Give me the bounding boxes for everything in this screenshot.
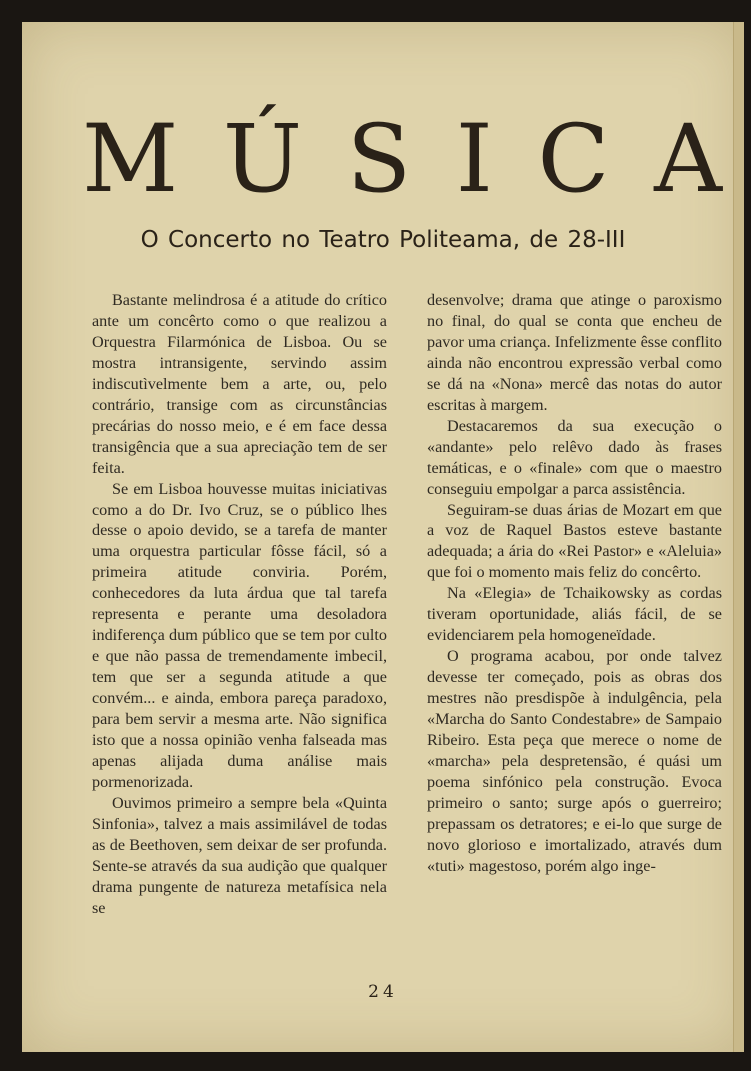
page-edge (733, 22, 744, 1052)
title-letter: M (82, 105, 179, 214)
paragraph: Seguiram-se duas árias de Mozart em que a voz de Raquel Bastos esteve bastante adequada; a ária do «Rei Pastor» e «Aleluia» que foi o momento mais feliz do concêrto. (427, 500, 722, 582)
paragraph: desenvolve; drama que atinge o paroxismo no final, do qual se conta que encheu de pavor uma criança. Infelizmente êsse conflito ainda não encontrou expressão verbal como se dá na «Nona» mercê das notas do autor escritas à margem. (427, 291, 722, 414)
title-letter: I (455, 105, 493, 214)
paragraph: Se em Lisboa houvesse muitas iniciativas como a do Dr. Ivo Cruz, se o público lhes desse o apoio devido, se a tarefa de manter uma orquestra particular fôsse fácil, só a primeira atitude conviria. Porém, conhecedores da luta árdua que tal tarefa representa e perante uma desoladora indiferença dum público que se tem por culto e que não passa de tremendamente imbecil, tem que ser a segunda atitude a que convém... e ainda, embora pareça paradoxo, para bem servir a mesma arte. Não significa isto que a nossa opinião venha falseada mas apenas alijada duma análise mais pormenorizada. (92, 479, 387, 791)
title-letter: S (346, 105, 412, 214)
paragraph: Bastante melindrosa é a atitude do crítico ante um concêrto como o que realizou a Orquestra Filarmónica de Lisboa. Ou se mostra intransigente, servindo assim indiscutìvelmente bem a arte, ou, pelo contrário, transige com as circunstâncias precárias do nosso meio, e é em face dessa transigência que a sua apreciação tem de ser feita. (92, 291, 387, 477)
paragraph: Ouvimos primeiro a sempre bela «Quinta Sinfonia», talvez a mais assimilável de todas as de Beethoven, sem deixar de ser profunda. Sente-se através da sua audição que qualquer drama pungente de natureza metafísica nela se (92, 793, 387, 917)
article-subtitle: O Concerto no Teatro Politeama, de 28-III (140, 227, 626, 253)
article-body (92, 290, 722, 970)
title-letter: C (537, 105, 610, 214)
magazine-page (22, 22, 744, 1052)
paragraph: O programa acabou, por onde talvez devesse ter começado, pois as obras dos mestres não presdispõe à indulgência, pela «Marcha do Santo Condestabre» de Sampaio Ribeiro. Esta peça que merece o nome de «marcha» pela despretensão, é quási um poema sinfónico pela construção. Evoca primeiro o santo; surge após o guerreiro; prepassam os detratores; e ei-lo que surge de novo glorioso e imortalizado, através dum «tuti» magestoso, porém algo inge- (427, 647, 722, 875)
section-title (82, 105, 722, 214)
column-right (427, 290, 722, 970)
column-left (92, 290, 387, 970)
page-number: 24 (368, 982, 398, 1002)
paragraph: Destacaremos da sua execução o «andante» pelo relêvo dado às frases temáticas, e o «finale» com que o maestro conseguiu empolgar a parca assistência. (427, 416, 722, 498)
title-letter: Ú (222, 105, 303, 214)
title-letter: A (654, 105, 722, 214)
paragraph: Na «Elegia» de Tchaikowsky as cordas tiveram oportunidade, aliás fácil, de se evidenciarem pela homogeneïdade. (427, 584, 722, 645)
